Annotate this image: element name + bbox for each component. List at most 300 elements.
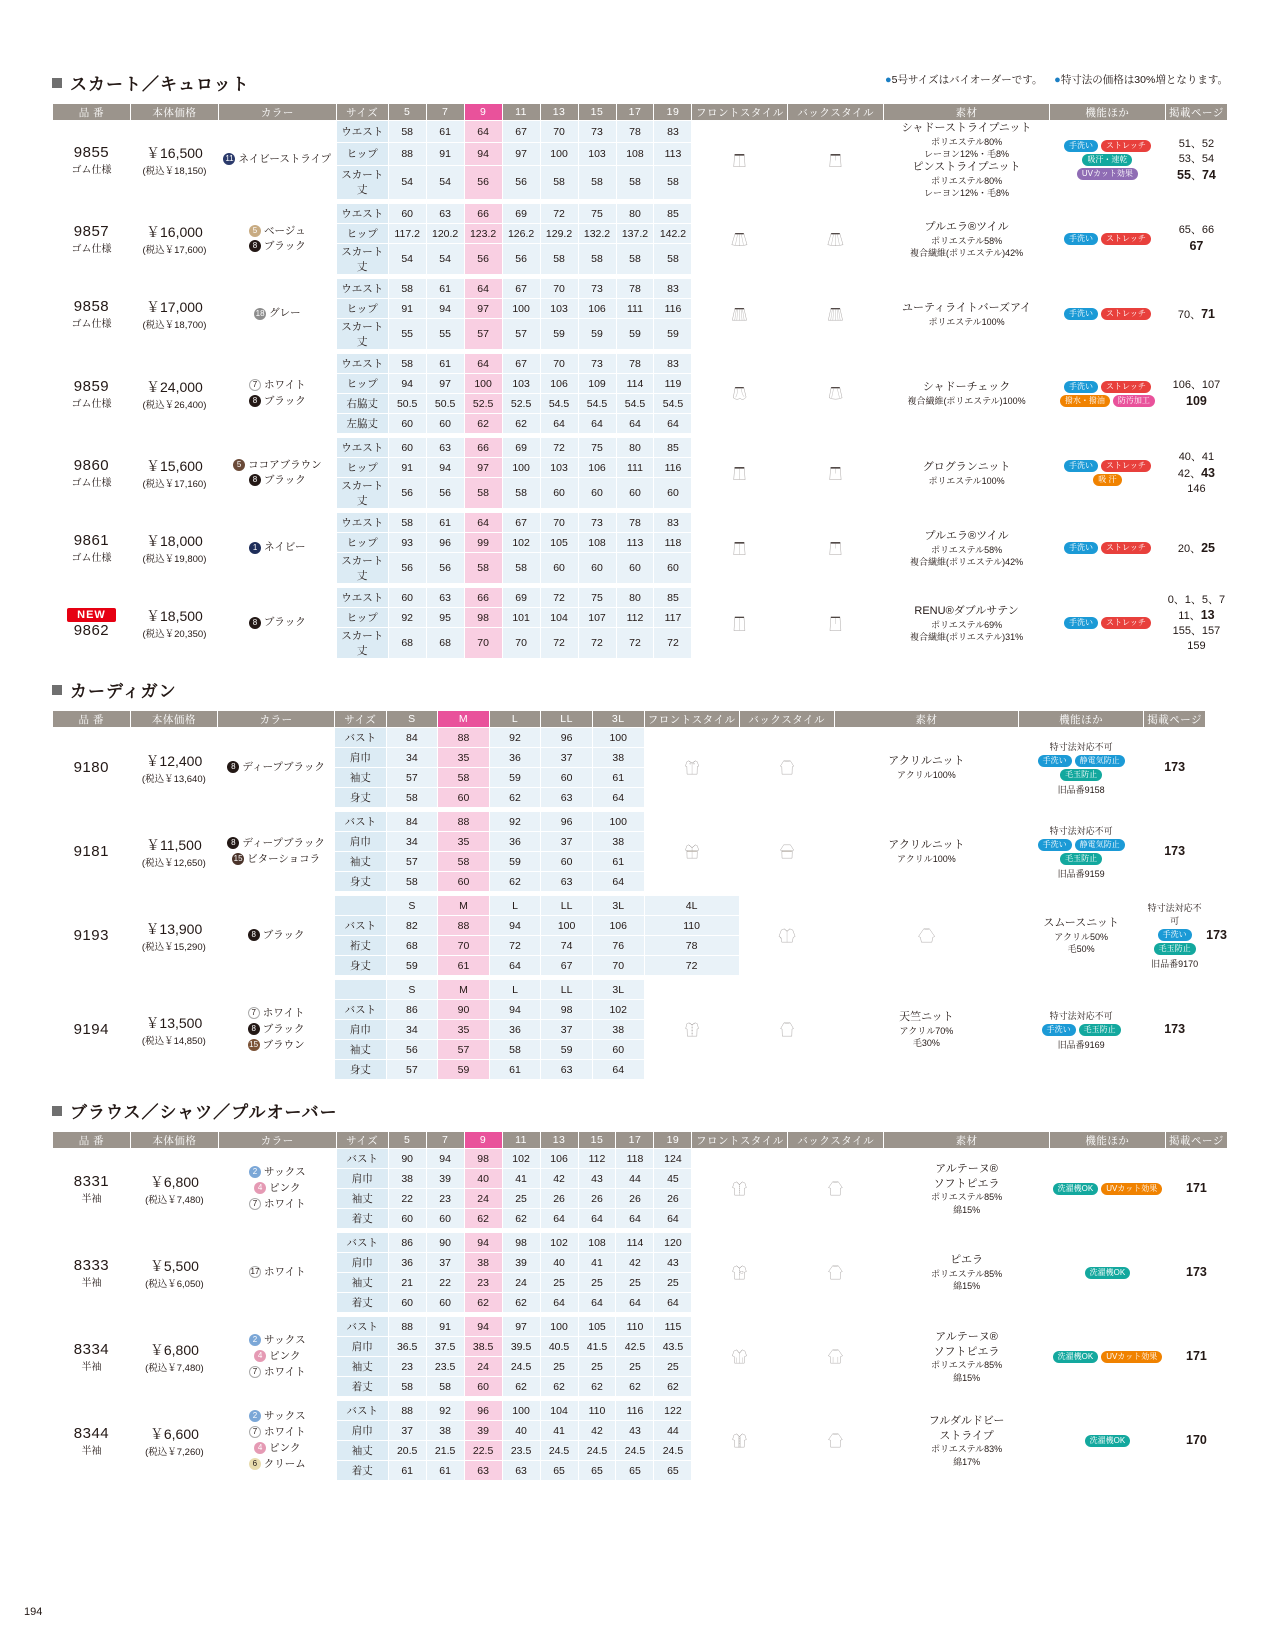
color-swatch-icon: 7: [249, 1198, 261, 1210]
measure-value: 58: [426, 1377, 464, 1397]
color-option: 15 ブラウン: [249, 1038, 305, 1051]
page-refs[interactable]: 70、71: [1165, 279, 1227, 350]
function-cell: [1049, 204, 1165, 275]
measure-value: 23: [464, 1273, 502, 1293]
color-cell: [218, 588, 336, 659]
price-value: ￥13,500: [145, 1014, 203, 1031]
measure-value: 109: [578, 374, 616, 394]
measure-value: 38: [592, 748, 644, 768]
size-header-cell: LL: [541, 980, 593, 1000]
measure-value: 34: [386, 1020, 438, 1040]
material-name: アクリルニット: [888, 839, 965, 852]
section-title-skirt: スカート／キュロット: [52, 70, 1280, 95]
measure-value: 100: [464, 374, 502, 394]
measure-value: 114: [616, 374, 654, 394]
col-header: 13: [540, 1132, 578, 1149]
measure-value: 36: [489, 748, 541, 768]
product-code-cell: [53, 588, 131, 659]
measure-value: 34: [386, 832, 438, 852]
product-code-sub: ゴム仕様: [71, 553, 112, 565]
product-table-skirt: [52, 103, 1228, 659]
product-code-cell: [53, 1401, 131, 1481]
product-code-sub: ゴム仕様: [71, 398, 112, 410]
price-cell: [130, 513, 218, 584]
table-row: [53, 438, 1228, 458]
measure-value: 92: [489, 812, 541, 832]
measure-label: 肩巾: [335, 748, 387, 768]
material-cell: [884, 204, 1050, 275]
page-refs[interactable]: 106、107 109: [1165, 354, 1227, 434]
material-detail: ポリエステル80% レーヨン12%・毛8%: [924, 136, 1010, 159]
measure-value: 103: [540, 299, 578, 319]
table-row: [53, 1233, 1228, 1253]
function-cell: [1018, 812, 1143, 892]
product-code: 9181: [73, 843, 109, 861]
page-refs[interactable]: 40、41 42、43 146: [1165, 438, 1227, 509]
table-row: [53, 1401, 1228, 1421]
function-badges: [1050, 231, 1165, 247]
measure-value: 64: [592, 872, 644, 892]
material-name: シャドーチェック: [922, 381, 1011, 394]
color-swatch-icon: 2: [249, 1410, 261, 1422]
measure-label: バスト: [336, 1233, 388, 1253]
measure-value: 83: [654, 279, 692, 299]
col-header: 3L: [592, 711, 644, 728]
measure-value: 59: [541, 1040, 593, 1060]
color-swatch-icon: 8: [249, 395, 261, 407]
price-tax: (税込￥18,150): [142, 166, 207, 178]
page-number: 194: [24, 1606, 43, 1618]
measure-value: 57: [438, 1040, 490, 1060]
page-refs[interactable]: 171: [1165, 1149, 1227, 1229]
measure-value: 90: [426, 1233, 464, 1253]
measure-value: 54.5: [616, 394, 654, 414]
function-cell: [1049, 1317, 1165, 1397]
measure-value: 80: [616, 588, 654, 608]
measure-label: 右脇丈: [336, 394, 388, 414]
color-swatch-icon: 11: [225, 154, 234, 164]
measure-value: 98: [464, 608, 502, 628]
measure-value: 72: [644, 956, 739, 976]
measure-value: 108: [578, 533, 616, 553]
measure-label: 肩巾: [335, 832, 387, 852]
measure-value: 88: [388, 1317, 426, 1337]
back-style-illustration: [788, 354, 884, 434]
color-option: 7 ホワイト: [219, 1425, 336, 1441]
function-cell: [1049, 513, 1165, 584]
measure-value: 106: [540, 374, 578, 394]
measure-value: 61: [426, 121, 464, 143]
measure-value: 60: [388, 204, 426, 224]
measure-value: 22: [388, 1189, 426, 1209]
function-note-top: 特寸法対応不可: [1147, 903, 1202, 927]
measure-label: 肩巾: [335, 1020, 387, 1040]
color-option: 1 ネイビー: [219, 540, 336, 556]
product-code-cell: [53, 1317, 131, 1397]
material-cell: [884, 1233, 1050, 1313]
measure-value: 54: [426, 165, 464, 200]
color-swatch-icon: 4: [254, 1442, 266, 1454]
measure-value: 43: [578, 1169, 616, 1189]
measure-value: 60: [541, 852, 593, 872]
measure-value: 116: [654, 299, 692, 319]
page-refs[interactable]: 173: [1144, 980, 1206, 1080]
back-style-illustration: [788, 1317, 884, 1397]
measure-value: 25: [578, 1273, 616, 1293]
product-code: 9859: [73, 377, 110, 395]
product-code-cell: [53, 513, 131, 584]
measure-value: 82: [386, 916, 438, 936]
measure-value: 62: [578, 1377, 616, 1397]
material-name: RENU®ダブルサテン: [914, 604, 1019, 617]
page-refs[interactable]: 20、25: [1165, 513, 1227, 584]
measure-value: 61: [438, 956, 490, 976]
color-swatch-icon: 15: [233, 853, 243, 863]
function-badge: 防汚加工: [1113, 395, 1155, 407]
section-bullet-icon: [52, 1106, 62, 1116]
color-swatch-icon: 8: [227, 761, 239, 773]
measure-label: 身丈: [335, 788, 387, 808]
measure-value: 60: [438, 872, 490, 892]
measure-value: 59: [438, 1060, 490, 1080]
measure-value: 64: [654, 1209, 692, 1229]
measure-value: 72: [540, 588, 578, 608]
back-style-illustration: [788, 204, 884, 275]
page-refs[interactable]: 51、52 53、54 55、74: [1165, 121, 1227, 200]
material-name: フルダルドビー ストライプ: [928, 1414, 1005, 1442]
product-code-sub: ゴム仕様: [71, 478, 112, 490]
color-option: 8 ディープブラック: [218, 760, 334, 776]
measure-value: 65: [616, 1461, 654, 1481]
front-style-illustration: [692, 204, 788, 275]
measure-value: 104: [540, 608, 578, 628]
measure-value: 58: [438, 852, 490, 872]
function-cell: [1049, 121, 1165, 200]
measure-value: 67: [502, 513, 540, 533]
measure-value: 94: [489, 916, 541, 936]
measure-value: 111: [616, 299, 654, 319]
col-header: 機能ほか: [1049, 1132, 1165, 1149]
material-detail: アクリル70% 毛30%: [899, 1026, 954, 1049]
function-badges: [1050, 306, 1165, 322]
measure-value: 61: [426, 513, 464, 533]
measure-value: 58: [489, 1040, 541, 1060]
measure-value: 64: [464, 121, 502, 143]
measure-value: 91: [388, 458, 426, 478]
color-cell: [218, 896, 335, 976]
measure-value: 37: [541, 1020, 593, 1040]
material-name: スムースニット: [1043, 917, 1119, 930]
measure-value: 36.5: [388, 1337, 426, 1357]
measure-value: 105: [540, 533, 578, 553]
measure-value: 100: [592, 728, 644, 748]
page-refs[interactable]: 173: [1144, 812, 1206, 892]
measure-value: 63: [541, 872, 593, 892]
measure-value: 60: [426, 1293, 464, 1313]
product-table-blouse: [52, 1131, 1228, 1481]
measure-label: ヒップ: [336, 374, 388, 394]
measure-value: 60: [388, 1209, 426, 1229]
price-value: ￥17,000: [146, 299, 203, 316]
measure-value: 62: [540, 1377, 578, 1397]
measure-value: 73: [578, 121, 616, 143]
measure-value: 110: [578, 1401, 616, 1421]
measure-value: 23.5: [426, 1357, 464, 1377]
measure-value: 58: [616, 244, 654, 275]
measure-value: 91: [426, 143, 464, 165]
function-badge: 手洗い: [1038, 755, 1072, 767]
price-tax: (税込￥20,350): [142, 629, 207, 641]
front-style-illustration: [692, 354, 788, 434]
measure-value: 76: [592, 936, 644, 956]
measure-value: 35: [438, 748, 490, 768]
material-name: アルテーヌ® ソフトピエラ: [933, 1162, 1000, 1190]
material-cell: [884, 588, 1050, 659]
measure-value: 74: [541, 936, 593, 956]
price-cell: [130, 279, 218, 350]
section-title-blouse: ブラウス／シャツ／プルオーバー: [52, 1098, 1280, 1123]
measure-value: 44: [616, 1169, 654, 1189]
function-cell: [1049, 1149, 1165, 1229]
measure-value: 37: [541, 832, 593, 852]
measure-value: 78: [616, 121, 654, 143]
measure-value: 102: [540, 1233, 578, 1253]
function-badges: [1050, 379, 1165, 409]
measure-value: 21.5: [426, 1441, 464, 1461]
measure-value: 72: [616, 628, 654, 659]
measure-label: ヒップ: [336, 533, 388, 553]
material-detail: ポリエステル80% レーヨン12%・毛8%: [924, 175, 1010, 199]
color-cell: [218, 1149, 336, 1229]
product-code-sub: ゴム仕様: [71, 165, 112, 177]
back-style-illustration: [788, 513, 884, 584]
color-cell: [218, 279, 336, 350]
measure-label: バスト: [335, 812, 387, 832]
measure-value: 60: [540, 478, 578, 509]
measure-value: 102: [502, 533, 540, 553]
measure-value: 34: [386, 748, 438, 768]
color-swatch-icon: 18: [255, 308, 265, 318]
page-refs[interactable]: 173: [1144, 728, 1206, 808]
measure-value: 90: [438, 1000, 490, 1020]
color-swatch-icon: 8: [227, 837, 239, 849]
page-refs[interactable]: 171: [1165, 1317, 1227, 1397]
material-name: アクリルニット: [888, 755, 965, 768]
measure-value: 54.5: [578, 394, 616, 414]
measure-value: 42: [578, 1421, 616, 1441]
material-cell: [884, 1149, 1050, 1229]
measure-value: 62: [464, 1293, 502, 1313]
price-tax: (税込￥13,640): [141, 773, 206, 785]
front-style-illustration: [692, 438, 788, 509]
col-header: フロントスタイル: [644, 711, 739, 728]
measure-value: 64: [654, 1293, 692, 1313]
page-refs[interactable]: 170: [1165, 1401, 1227, 1481]
measure-label: 身丈: [335, 872, 387, 892]
col-header: サイズ: [335, 711, 387, 728]
table-row: [53, 513, 1228, 533]
table-header-row: [53, 104, 1228, 121]
measure-value: 56: [388, 553, 426, 584]
col-header: 19: [654, 104, 692, 121]
col-header: 品 番: [53, 711, 131, 728]
product-code-cell: [53, 896, 131, 976]
function-cell: [1018, 728, 1143, 808]
measure-value: 57: [386, 852, 438, 872]
measure-value: 57: [502, 319, 540, 350]
measure-value: 37: [426, 1253, 464, 1273]
measure-value: 39: [426, 1169, 464, 1189]
function-badge: 手洗い: [1064, 140, 1098, 152]
color-option: 7 ホワイト: [219, 378, 336, 394]
col-header: 品 番: [53, 104, 131, 121]
measure-value: 94: [426, 458, 464, 478]
measure-value: 78: [616, 279, 654, 299]
price-tax: (税込￥17,160): [142, 479, 207, 491]
color-option: 2 サックス: [219, 1165, 336, 1181]
measure-value: 66: [464, 588, 502, 608]
table-header-row: [53, 711, 1228, 728]
front-style-illustration: [692, 588, 788, 659]
measure-value: 24.5: [540, 1441, 578, 1461]
function-badge: ストレッチ: [1101, 617, 1151, 629]
product-code-cell: [53, 1149, 131, 1229]
function-cell: [1018, 980, 1143, 1080]
color-cell: [218, 1401, 336, 1481]
size-label: [335, 980, 387, 1000]
measure-value: 59: [578, 319, 616, 350]
measure-value: 38: [592, 832, 644, 852]
product-code: 9862: [73, 621, 110, 639]
measure-label: 着丈: [336, 1209, 388, 1229]
page-refs[interactable]: 173: [1206, 896, 1228, 976]
measure-value: 94: [464, 1317, 502, 1337]
measure-value: 42: [616, 1253, 654, 1273]
function-badges: [1050, 615, 1165, 631]
measure-value: 72: [540, 438, 578, 458]
measure-value: 59: [489, 768, 541, 788]
measure-value: 24: [464, 1357, 502, 1377]
measure-value: 100: [502, 1401, 540, 1421]
table-header-row: [53, 1132, 1228, 1149]
measure-value: 37: [541, 748, 593, 768]
measure-value: 60: [426, 414, 464, 434]
measure-value: 37: [388, 1421, 426, 1441]
measure-value: 78: [644, 936, 739, 956]
measure-value: 25: [654, 1273, 692, 1293]
material-name: アルテーヌ® ソフトピエラ: [933, 1330, 1000, 1358]
color-option: 15 ビターショコラ: [233, 852, 321, 865]
measure-value: 123.2: [464, 224, 502, 244]
measure-value: 64: [578, 1209, 616, 1229]
measure-value: 100: [540, 1317, 578, 1337]
measure-value: 23.5: [502, 1441, 540, 1461]
color-swatch-icon: 6: [249, 1458, 261, 1470]
measure-value: 56: [388, 478, 426, 509]
function-badge: 洗濯機OK: [1053, 1351, 1099, 1363]
size-header-cell: S: [386, 896, 438, 916]
product-table-cardigan: [52, 710, 1228, 1080]
price-value: ￥11,500: [145, 836, 202, 853]
measure-value: 57: [386, 768, 438, 788]
measure-value: 64: [616, 1209, 654, 1229]
measure-value: 60: [541, 768, 593, 788]
measure-value: 112: [616, 608, 654, 628]
measure-value: 60: [578, 553, 616, 584]
material-detail: 複合繊維(ポリエステル)100%: [907, 396, 1026, 407]
material-detail: ポリエステル100%: [928, 316, 1005, 327]
page-refs[interactable]: 0、1、5、7 11、13 155、157 159: [1165, 588, 1227, 659]
measure-value: 58: [502, 478, 540, 509]
page-refs[interactable]: 173: [1165, 1233, 1227, 1313]
col-header: バックスタイル: [739, 711, 834, 728]
measure-value: 111: [616, 458, 654, 478]
col-header: 本体価格: [130, 104, 218, 121]
material-name: グログランニット: [922, 460, 1011, 473]
measure-value: 124: [654, 1149, 692, 1169]
price-cell: [130, 980, 218, 1080]
color-swatch-icon: 8: [249, 474, 261, 486]
page-refs[interactable]: 65、66 67: [1165, 204, 1227, 275]
measure-value: 61: [426, 1461, 464, 1481]
measure-value: 61: [592, 852, 644, 872]
material-name: プルエラ®ツイル: [924, 529, 1009, 542]
col-header: 素材: [834, 711, 1018, 728]
measure-value: 100: [592, 812, 644, 832]
col-header: 9: [464, 104, 502, 121]
price-value: ￥6,600: [149, 1425, 199, 1442]
measure-value: 112: [578, 1149, 616, 1169]
color-cell: [218, 204, 336, 275]
color-cell: [218, 980, 335, 1080]
measure-value: 58: [578, 244, 616, 275]
measure-value: 129.2: [540, 224, 578, 244]
measure-value: 92: [489, 728, 541, 748]
measure-value: 120: [654, 1233, 692, 1253]
price-value: ￥24,000: [146, 378, 203, 395]
function-badges: [1050, 458, 1165, 488]
measure-value: 80: [616, 438, 654, 458]
measure-label: 肩巾: [336, 1421, 388, 1441]
measure-label: バスト: [336, 1149, 388, 1169]
table-row: [53, 279, 1228, 299]
measure-value: 40.5: [540, 1337, 578, 1357]
color-swatch-icon: 5: [249, 225, 261, 237]
material-detail: ポリエステル69% 複合繊維(ポリエステル)31%: [909, 619, 1024, 642]
color-swatch-icon: 8: [249, 617, 261, 629]
measure-value: 94: [464, 1233, 502, 1253]
measure-value: 25: [616, 1357, 654, 1377]
measure-value: 62: [502, 414, 540, 434]
price-tax: (税込￥12,650): [141, 857, 206, 869]
measure-value: 58: [388, 1377, 426, 1397]
measure-value: 83: [654, 121, 692, 143]
measure-value: 106: [592, 916, 644, 936]
measure-value: 38: [464, 1253, 502, 1273]
measure-value: 64: [592, 1060, 644, 1080]
measure-value: 60: [592, 1040, 644, 1060]
price-value: ￥12,400: [145, 752, 203, 769]
color-option: 8 ブラック: [218, 928, 334, 944]
measure-value: 41: [540, 1421, 578, 1441]
measure-value: 61: [592, 768, 644, 788]
col-header: 7: [426, 104, 464, 121]
measure-value: 72: [654, 628, 692, 659]
measure-label: ヒップ: [336, 608, 388, 628]
section-title-cardigan: カーディガン: [52, 677, 1280, 702]
measure-value: 62: [489, 872, 541, 892]
measure-value: 105: [578, 1317, 616, 1337]
